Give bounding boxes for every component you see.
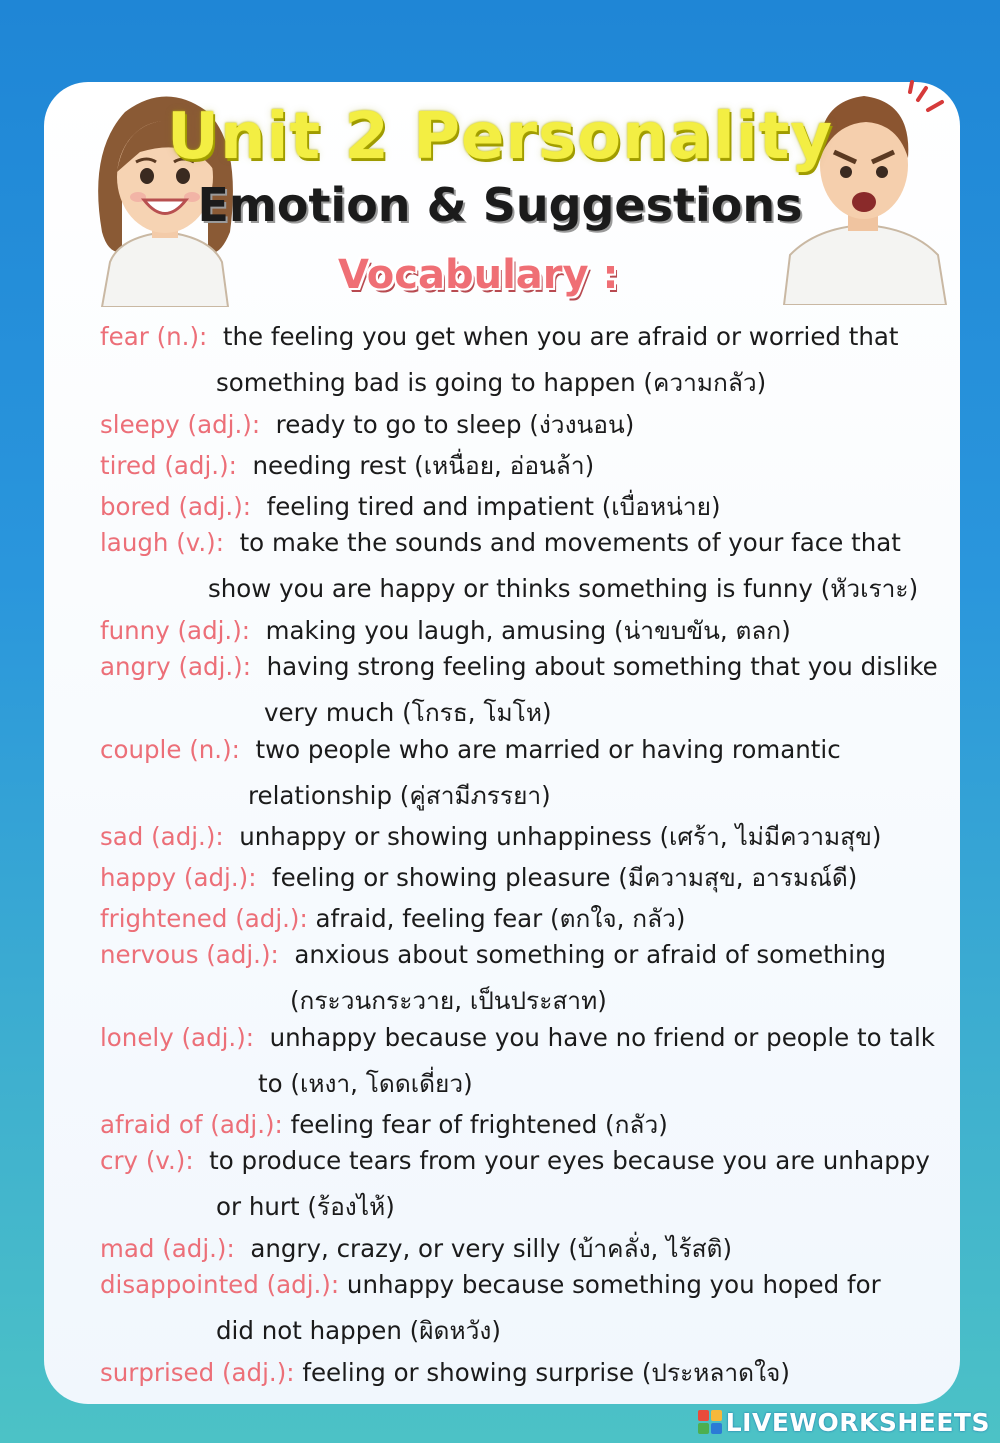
page-title: Unit 2 Personality bbox=[166, 100, 834, 174]
vocab-term: fear (n.): bbox=[100, 322, 208, 351]
vocab-definition-cont: relationship (คู่สามีภรรยา) bbox=[248, 781, 551, 810]
vocab-definition: unhappy because you have no friend or people to talk bbox=[269, 1023, 935, 1052]
vocab-entry-fear bbox=[100, 322, 899, 351]
vocab-term: mad (adj.): bbox=[100, 1234, 235, 1263]
vocab-term: tired (adj.): bbox=[100, 451, 237, 480]
vocab-definition: ready to go to sleep (ง่วงนอน) bbox=[275, 410, 635, 439]
vocab-definition: feeling or showing pleasure (มีความสุข, อารมณ์ดี) bbox=[272, 863, 858, 892]
liveworksheets-watermark[interactable] bbox=[698, 1409, 990, 1435]
vocab-term: angry (adj.): bbox=[100, 652, 251, 681]
vocab-term: nervous (adj.): bbox=[100, 940, 279, 969]
vocab-term: bored (adj.): bbox=[100, 492, 252, 521]
vocab-entry-laugh bbox=[100, 528, 901, 557]
vocab-definition: feeling tired and impatient (เบื่อหน่าย) bbox=[266, 492, 721, 521]
vocab-term: surprised (adj.): bbox=[100, 1358, 295, 1387]
vocab-definition: the feeling you get when you are afraid or worried that bbox=[222, 322, 899, 351]
vocab-definition-cont: to (เหงา, โดดเดี่ยว) bbox=[258, 1069, 473, 1098]
vocab-entry-disappointed bbox=[100, 1270, 881, 1299]
vocab-entry-tired bbox=[100, 446, 594, 485]
vocab-entry-angry bbox=[100, 652, 938, 681]
vocab-definition: having strong feeling about something that you dislike bbox=[266, 652, 938, 681]
vocab-entry-surprised bbox=[100, 1353, 790, 1392]
vocab-definition: to make the sounds and movements of your face that bbox=[239, 528, 901, 557]
vocab-definition: making you laugh, amusing (น่าขบขัน, ตลก) bbox=[265, 616, 791, 645]
vocab-definition: two people who are married or having romantic bbox=[255, 735, 841, 764]
liveworksheets-logo-icon bbox=[698, 1410, 722, 1434]
vocab-term: happy (adj.): bbox=[100, 863, 257, 892]
vocab-definition-cont: did not happen (ผิดหวัง) bbox=[216, 1316, 501, 1345]
vocab-entry-sad bbox=[100, 817, 881, 856]
vocab-entry-cry bbox=[100, 1146, 930, 1175]
vocab-definition: unhappy or showing unhappiness (เศร้า, ไม่มีความสุข) bbox=[239, 822, 882, 851]
vocab-definition-cont: something bad is going to happen (ความกลัว) bbox=[216, 368, 767, 397]
vocab-definition: feeling fear of frightened (กลัว) bbox=[290, 1110, 668, 1139]
vocab-definition-cont: show you are happy or thinks something is funny (หัวเราะ) bbox=[208, 574, 919, 603]
vocab-entry-mad bbox=[100, 1229, 732, 1268]
vocabulary-heading: Vocabulary : bbox=[338, 252, 619, 298]
vocab-term: funny (adj.): bbox=[100, 616, 251, 645]
vocab-definition: to produce tears from your eyes because you are unhappy bbox=[209, 1146, 930, 1175]
vocab-definition-cont: or hurt (ร้องไห้) bbox=[216, 1192, 395, 1221]
page-subtitle: Emotion & Suggestions bbox=[197, 178, 803, 232]
vocab-definition-cont: very much (โกรธ, โมโห) bbox=[264, 698, 552, 727]
vocab-term: sleepy (adj.): bbox=[100, 410, 261, 439]
vocab-definition: feeling or showing surprise (ประหลาดใจ) bbox=[302, 1358, 790, 1387]
vocab-entry-frightened bbox=[100, 899, 685, 938]
vocab-entry-nervous bbox=[100, 940, 886, 969]
watermark-text: LIVEWORKSHEETS bbox=[725, 1407, 990, 1437]
vocab-term: couple (n.): bbox=[100, 735, 240, 764]
vocab-entry-bored bbox=[100, 487, 721, 526]
vocab-definition: afraid, feeling fear (ตกใจ, กลัว) bbox=[315, 904, 686, 933]
vocab-definition: angry, crazy, or very silly (บ้าคลั่ง, ไร้สติ) bbox=[250, 1234, 733, 1263]
vocab-entry-sleepy bbox=[100, 405, 634, 444]
vocab-entry-lonely bbox=[100, 1023, 935, 1052]
vocab-term: laugh (v.): bbox=[100, 528, 224, 557]
vocab-definition: needing rest (เหนื่อย, อ่อนล้า) bbox=[252, 451, 595, 480]
vocab-term: lonely (adj.): bbox=[100, 1023, 255, 1052]
vocab-term: frightened (adj.): bbox=[100, 904, 308, 933]
vocab-entry-happy bbox=[100, 858, 857, 897]
vocab-definition: unhappy because something you hoped for bbox=[346, 1270, 881, 1299]
vocab-definition-cont: (กระวนกระวาย, เป็นประสาท) bbox=[290, 986, 607, 1015]
vocab-entry-couple bbox=[100, 735, 841, 764]
vocab-entry-funny bbox=[100, 611, 791, 650]
vocab-term: disappointed (adj.): bbox=[100, 1270, 340, 1299]
vocab-term: sad (adj.): bbox=[100, 822, 224, 851]
vocab-entry-afraid-of bbox=[100, 1105, 668, 1144]
vocab-term: cry (v.): bbox=[100, 1146, 194, 1175]
vocab-term: afraid of (adj.): bbox=[100, 1110, 283, 1139]
vocab-definition: anxious about something or afraid of something bbox=[294, 940, 887, 969]
